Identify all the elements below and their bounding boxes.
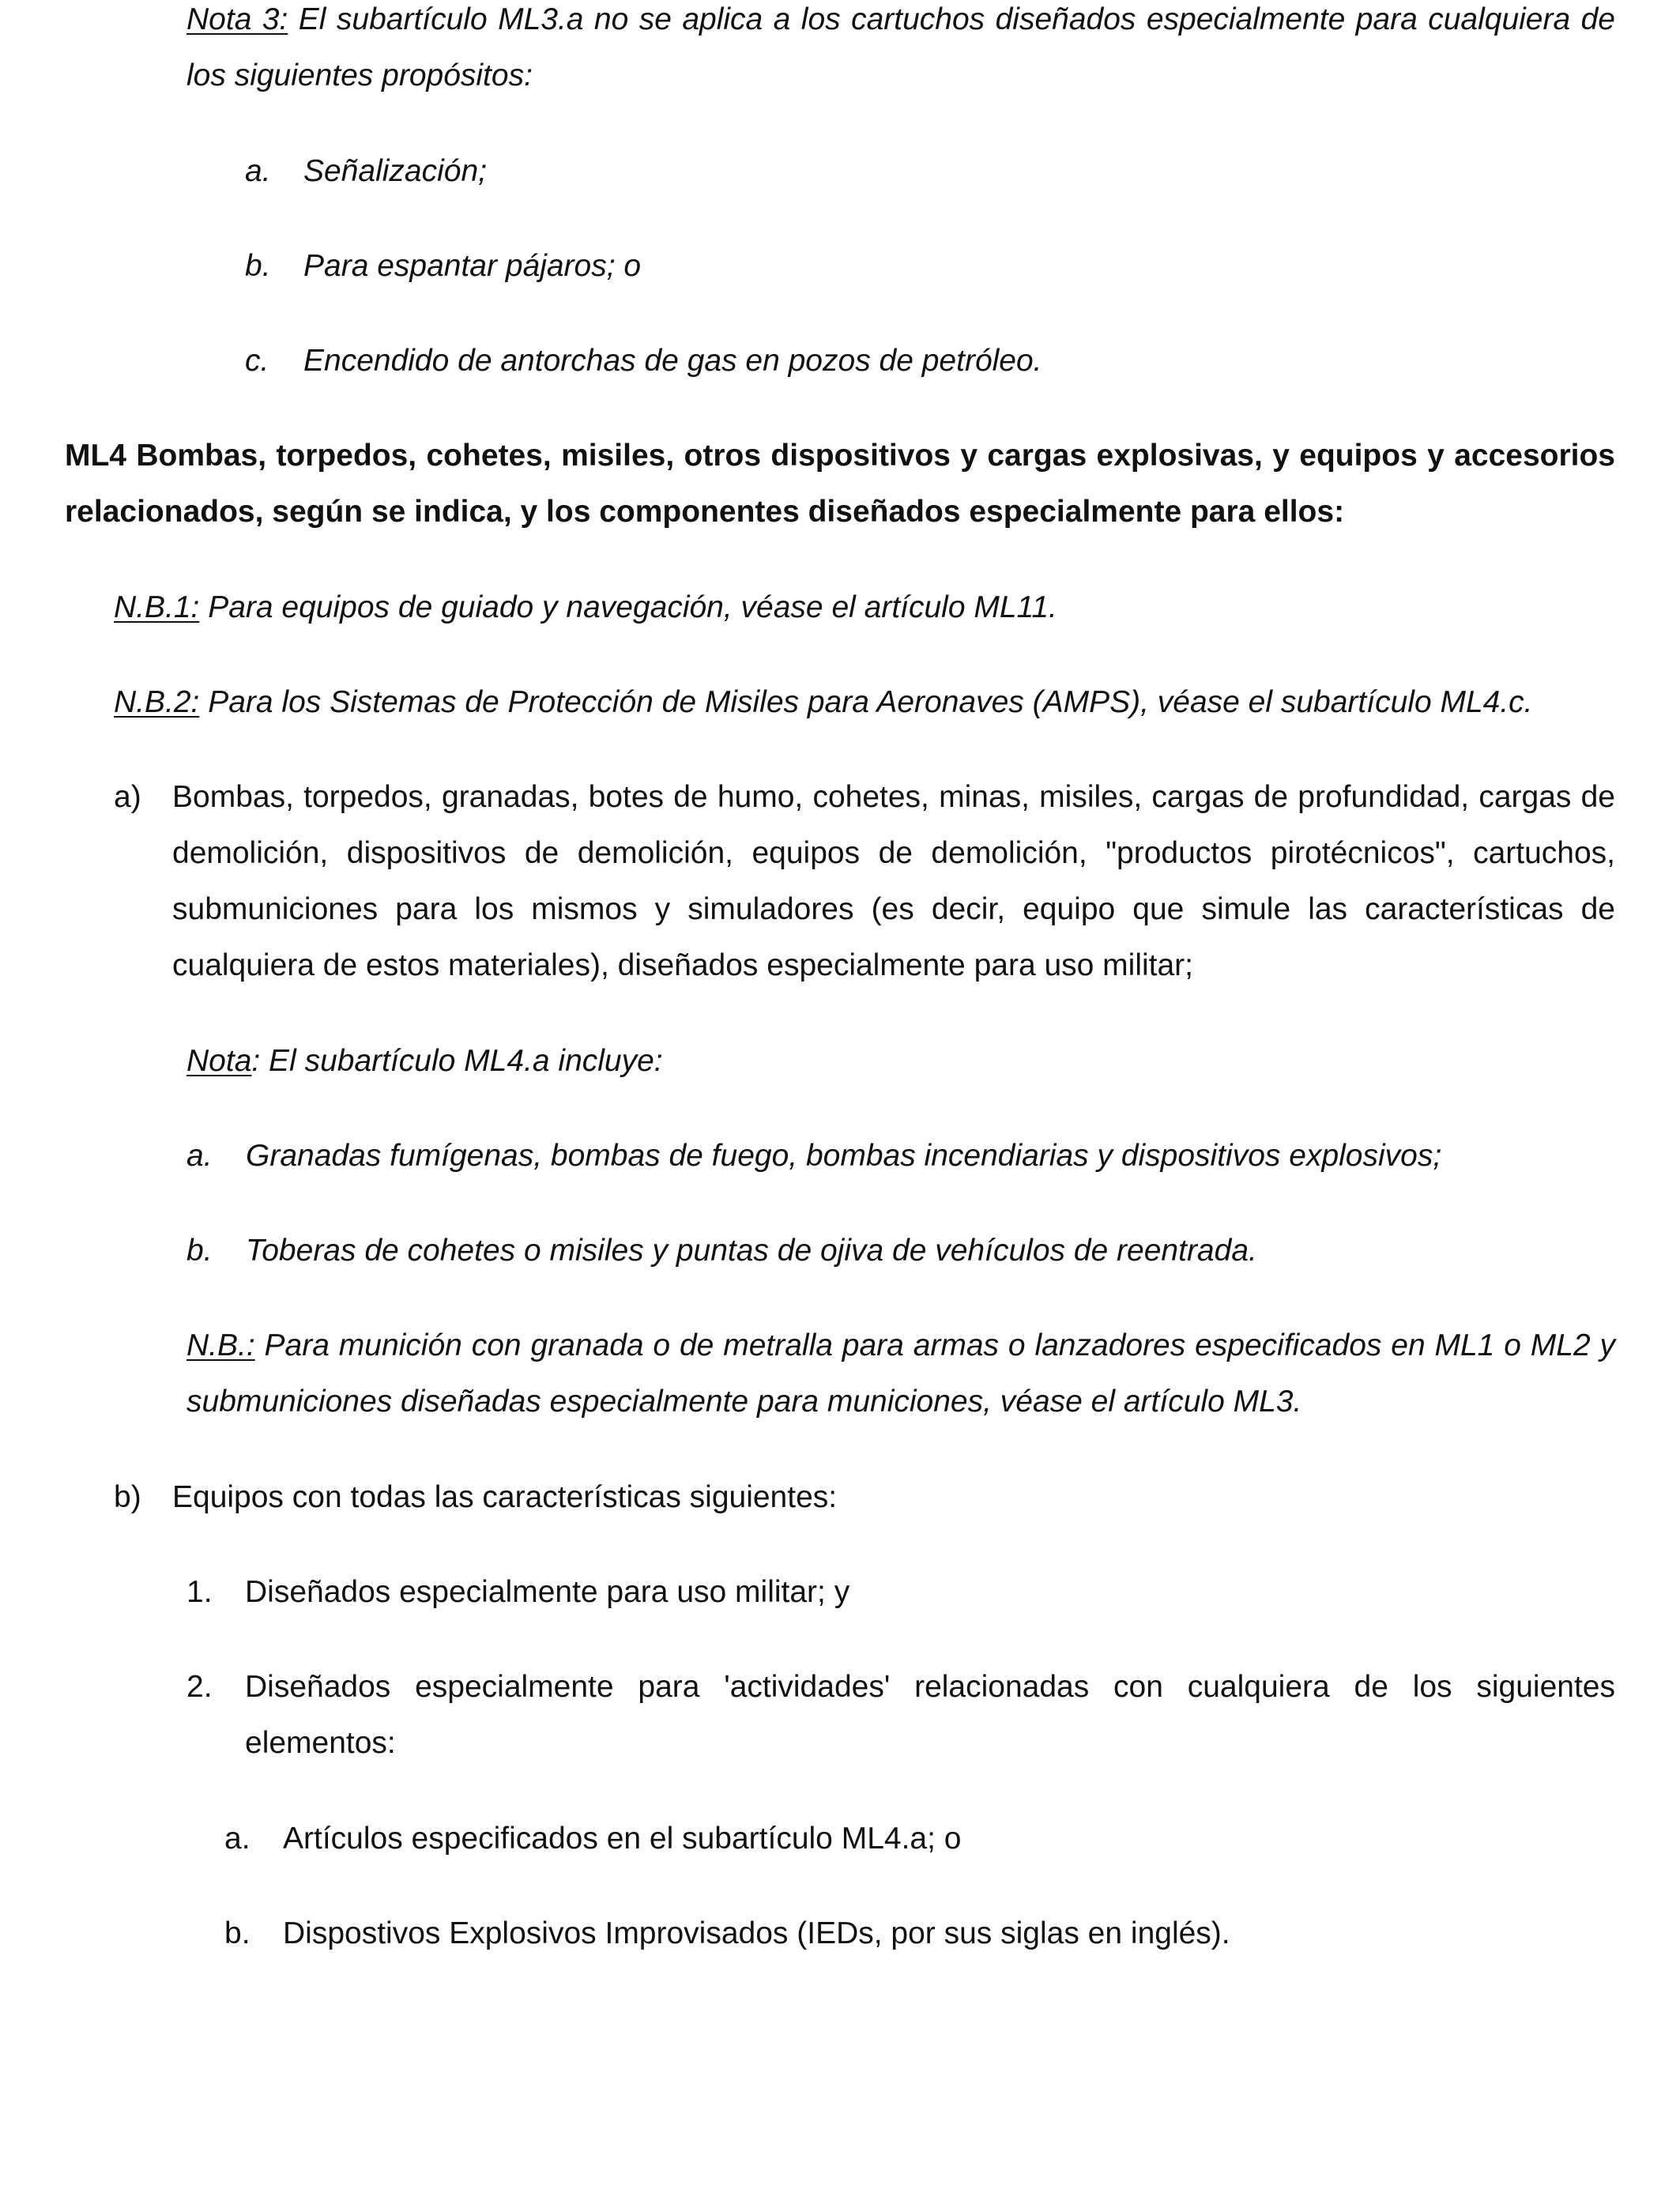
ml4-a-nota-item-b-text: Toberas de cohetes o misiles y puntas de ojiva de vehículos de reentrada. xyxy=(246,1234,1257,1268)
nota-3-text: El subartículo ML3.a no se aplica a los cartuchos diseñados especialmente para cualquiera de los siguientes propósitos: xyxy=(186,2,1615,92)
ml4-a-marker: a) xyxy=(114,780,141,814)
ml4-b-text-content: Equipos con todas las características siguientes: xyxy=(172,1480,838,1514)
ml4-a-nb-label: N.B.: xyxy=(186,1328,255,1362)
nota-3-label: Nota 3: xyxy=(186,2,288,36)
ml4-b-subitem-b-text: Dispostivos Explosivos Improvisados (IEDs, por sus siglas en inglés). xyxy=(283,1916,1230,1950)
ml4-b-marker: b) xyxy=(114,1480,141,1514)
ml4-b-item-1-text-content: Diseñados especialmente para uso militar; y xyxy=(245,1575,850,1609)
ml4-b-item-2-text-content: Diseñados especialmente para 'actividades' relacionadas con cualquiera de los siguientes elementos: xyxy=(245,1670,1615,1760)
nota-3-item-b-marker: b. xyxy=(245,249,271,283)
ml4-a-nota xyxy=(186,1033,1609,1089)
ml4-b-item-2-marker: 2. xyxy=(186,1670,213,1704)
nota-3-item-c-marker: c. xyxy=(245,344,269,378)
ml4-a-text xyxy=(172,769,1615,993)
ml4-b-subitem-a-text: Artículos especificados en el subartículo ML4.a; o xyxy=(283,1822,962,1856)
ml4-a-nota-item-a-text: Granadas fumígenas, bombas de fuego, bombas incendiarias y dispositivos explosivos; xyxy=(246,1139,1442,1173)
ml4-a-nb xyxy=(186,1317,1615,1430)
ml4-b-item-1-text xyxy=(245,1564,1615,1620)
ml4-heading xyxy=(65,428,1615,540)
ml4-heading-text: ML4 Bombas, torpedos, cohetes, misiles, otros dispositivos y cargas explosivas, y equipos y accesorios relacionados, según se indica, y los componentes diseñados especialmente para ellos: xyxy=(65,439,1615,529)
ml4-nb1-label: N.B.1: xyxy=(114,590,200,624)
ml4-a-nota-item-a-marker: a. xyxy=(186,1139,213,1173)
ml4-b-subitem-b-marker: b. xyxy=(224,1916,250,1950)
ml4-nb1 xyxy=(114,579,1615,635)
ml4-b-text xyxy=(172,1469,1615,1525)
ml4-b-item-1-marker: 1. xyxy=(186,1575,213,1609)
nota-3-paragraph xyxy=(186,0,1615,104)
ml4-b-subitem-a-marker: a. xyxy=(224,1822,250,1856)
ml4-nb2-text: Para los Sistemas de Protección de Misiles para Aeronaves (AMPS), véase el subartículo ML4.c. xyxy=(199,685,1533,719)
nota-3-item-a-marker: a. xyxy=(245,154,271,188)
nota-3-item-a-text: Señalización; xyxy=(303,154,487,188)
ml4-a-nota-text: : El subartículo ML4.a incluye: xyxy=(251,1044,663,1078)
nota-3-item-b-text: Para espantar pájaros; o xyxy=(303,249,642,283)
ml4-a-text-content: Bombas, torpedos, granadas, botes de humo, cohetes, minas, misiles, cargas de profundidad, cargas de demolición, dispositivos de demolición, equipos de demolición, "productos pirotécnicos", cartuchos, submuniciones para los mismos y simuladores (es decir, equipo que simule las características de cualquiera de estos materiales), diseñados especialmente para uso militar; xyxy=(172,780,1615,982)
nota-3-item-c-text: Encendido de antorchas de gas en pozos de petróleo. xyxy=(303,344,1042,378)
ml4-a-nota-item-b-marker: b. xyxy=(186,1234,213,1268)
ml4-nb2-label: N.B.2: xyxy=(114,685,200,719)
ml4-nb2 xyxy=(114,674,1631,730)
ml4-a-nota-label: Nota xyxy=(186,1044,252,1078)
ml4-a-nb-text: Para munición con granada o de metralla para armas o lanzadores especificados en ML1 o ML2 y submuniciones diseñadas especialmente para municiones, véase el artículo ML3. xyxy=(186,1328,1615,1419)
ml4-b-item-2-text xyxy=(245,1659,1615,1771)
ml4-nb1-text: Para equipos de guiado y navegación, véase el artículo ML11. xyxy=(199,590,1057,624)
